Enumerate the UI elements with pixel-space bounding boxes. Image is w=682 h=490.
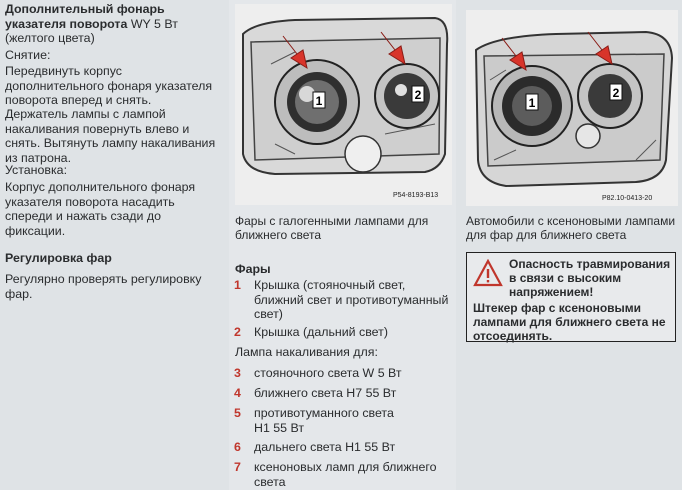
lamp-6-text: дальнего света H1 55 Вт — [254, 440, 396, 454]
xenon-headlamp-figure — [466, 10, 678, 206]
heading-suffix: WY 5 Вт (желтого цвета) — [5, 16, 178, 46]
figure-code: P82.10-0413-20 — [602, 195, 653, 202]
item-2-number: 2 — [234, 325, 241, 339]
lamp-heading: Лампа накаливания для: — [235, 345, 378, 359]
middle-column — [229, 0, 456, 490]
warning-box — [466, 252, 676, 342]
lamp-7-number: 7 — [234, 460, 241, 474]
figure-code: P54-8193-B13 — [393, 192, 439, 199]
lamp-6-number: 6 — [234, 440, 241, 454]
install-label: Установка: — [5, 163, 68, 177]
xenon-headlamp-illustration — [466, 10, 678, 206]
heading-text: Дополнительный фонарь указателя поворота — [5, 2, 165, 31]
halogen-headlamp-figure — [235, 4, 452, 205]
lamp-7-text: ксеноновых ламп для ближнего света — [254, 460, 437, 489]
removal-paragraph-1: Передвинуть корпус дополнительного фонаря указателя поворота вперед и снять. — [5, 64, 213, 108]
callout-1: 1 — [528, 96, 536, 110]
left-column — [0, 0, 225, 490]
lamp-3-number: 3 — [234, 366, 241, 380]
section-heading-adjustment: Регулировка фар — [5, 251, 112, 265]
right-column — [460, 0, 682, 490]
figure-caption: Автомобили с ксеноновыми лампами для фар для ближнего света — [466, 214, 676, 242]
warning-triangle-icon — [473, 259, 503, 287]
lamp-5-text: противотуманного света H1 55 Вт — [254, 406, 394, 435]
lamp-4-text: ближнего света H7 55 Вт — [254, 386, 397, 400]
warning-body: Штекер фар с ксеноновыми лампами для ближнего света не отсоединять. — [473, 301, 666, 343]
item-1-text: Крышка (стояночный свет, ближний свет и противотуманный свет) — [254, 278, 449, 321]
install-paragraph: Корпус дополнительного фонаря указателя поворота насадить спереди и нажать сзади до фиксации. — [5, 180, 196, 238]
lamp-5-number: 5 — [234, 406, 241, 420]
callout-1: 1 — [315, 94, 323, 108]
figure-caption: Фары с галогенными лампами для ближнего света — [235, 214, 429, 242]
list-heading: Фары — [235, 262, 271, 276]
callout-2: 2 — [612, 86, 620, 100]
removal-paragraph-2: Держатель лампы с лампой накаливания повернуть влево и снять. Вытянуть лампу накаливания из патрона. — [5, 107, 216, 165]
lamp-3-text: стояночного света W 5 Вт — [254, 366, 402, 380]
removal-label: Снятие: — [5, 48, 51, 62]
warning-title: Опасность травмирования в связи с высоким напряжением! — [509, 257, 671, 299]
item-2-text: Крышка (дальний свет) — [254, 325, 388, 339]
halogen-headlamp-illustration — [235, 4, 452, 205]
adjustment-paragraph: Регулярно проверять регулировку фар. — [5, 272, 202, 301]
lamp-4-number: 4 — [234, 386, 241, 400]
callout-2: 2 — [414, 88, 422, 102]
section-heading-turn-signal — [5, 2, 223, 46]
item-1-number: 1 — [234, 278, 241, 292]
